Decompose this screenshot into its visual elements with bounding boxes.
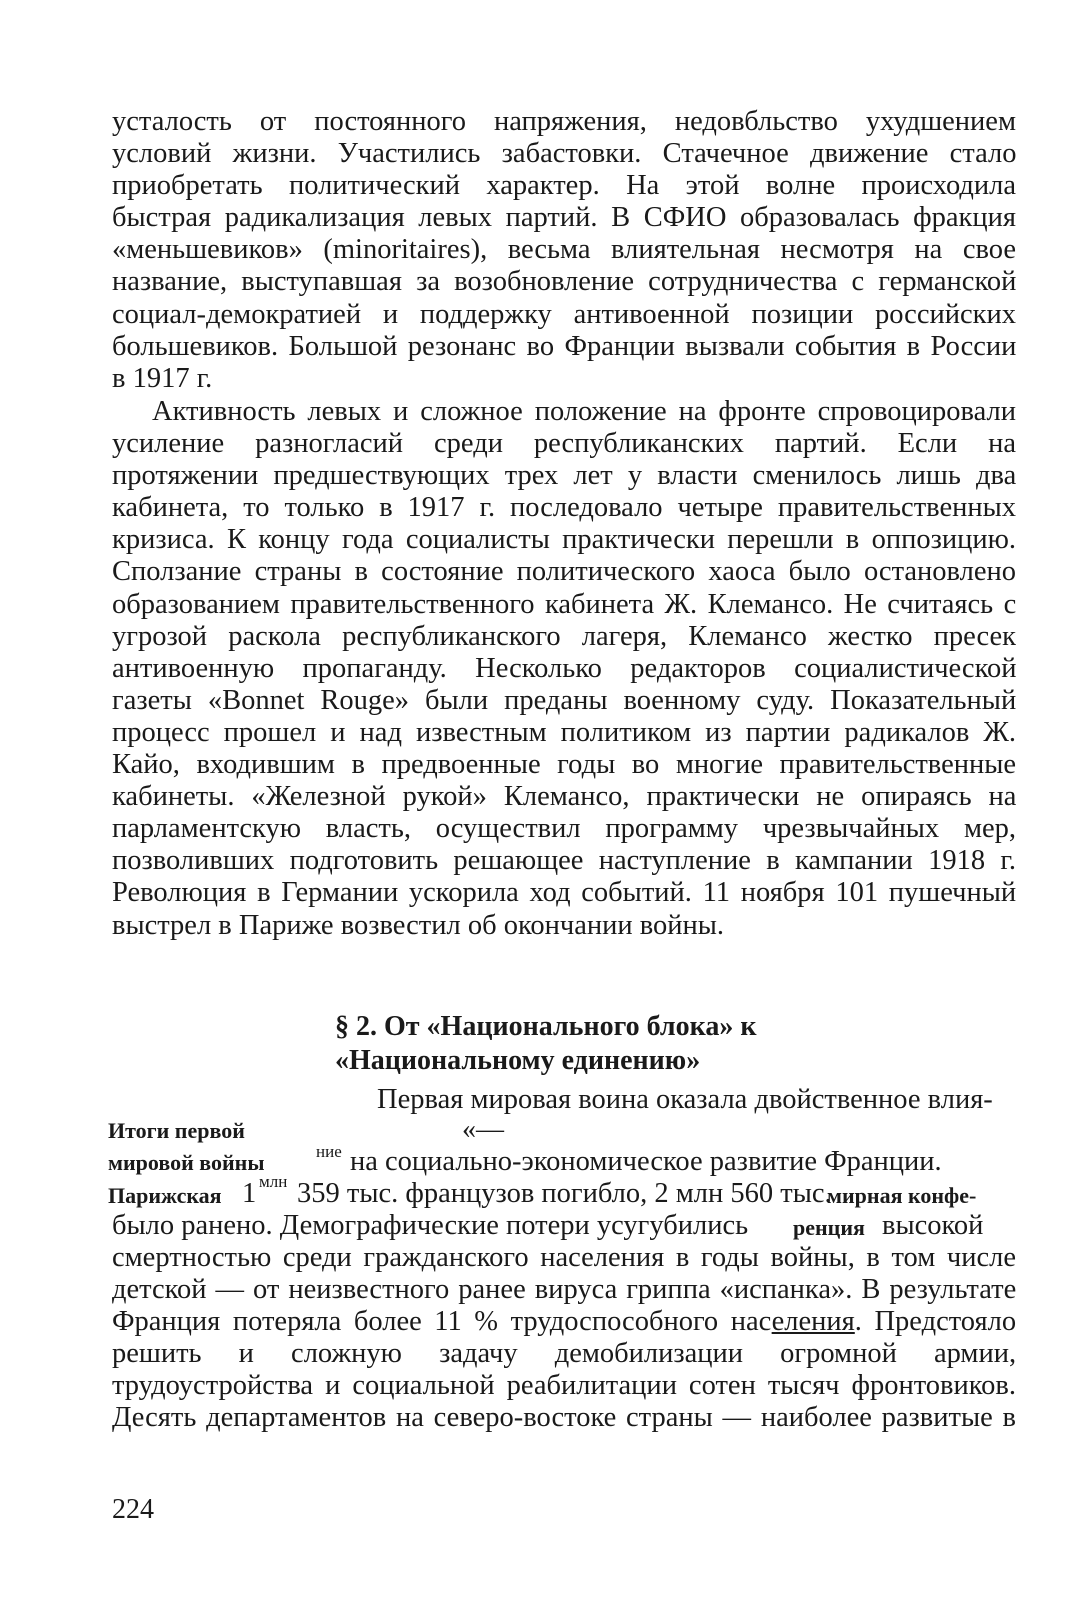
- text-line: кризиса. К концу года социалисты практически перешли в оппозицию.: [112, 524, 1016, 556]
- text-line: решить и сложную задачу демобилизации огромной армии,: [112, 1338, 1017, 1370]
- text-line: [112, 1306, 1016, 1338]
- paragraph-2: [112, 396, 1016, 942]
- section-heading-line-2: «Национальному единению»: [335, 1045, 701, 1076]
- text-line: усиление разногласий среди республиканских партий. Если на: [112, 428, 1017, 460]
- section-text-line-3: 359 тыс. французов погибло, 2 млн 560 тыс.: [297, 1178, 832, 1209]
- text-line: процесс прошел и над известным политиком из партии радикалов Ж.: [112, 716, 1016, 748]
- text-line: образованием правительственного кабинета Ж. Клемансо. Не считаясь с: [112, 588, 1017, 620]
- margin-note-paris-2: мирная конфе-: [827, 1183, 977, 1208]
- margin-note-results-title-1: Итоги первой: [108, 1118, 245, 1143]
- text-line: парламентскую власть, осуществил программу чрезвычайных мер,: [112, 813, 1016, 845]
- section-text-line-1: Первая мировая воина оказала двойственное влия-: [377, 1084, 993, 1115]
- text-line: социал-демократией и поддержку антивоенной позиции российских: [112, 298, 1016, 330]
- text-line: Кайо, входившим в предвоенные годы во многие правительственные: [112, 749, 1017, 781]
- section-text-line-4a: было ранено. Демографические потери усугубились: [112, 1210, 749, 1241]
- text-line: позволивших подготовить решающее наступление в кампании 1918 г.: [112, 845, 1016, 877]
- page-number: 224: [112, 1494, 154, 1525]
- section-heading-line-1: § 2. От «Национального блока» к: [335, 1011, 757, 1042]
- text-line: условий жизни. Участились забастовки. Стачечное движение стало: [112, 138, 1017, 170]
- text-line: кабинеты. «Железной рукой» Клемансо, практически не опираясь на: [112, 781, 1017, 813]
- paragraph-1: [112, 106, 1016, 395]
- text-line: трудоустройства и социальной реабилитации сотен тысяч фронтовиков.: [112, 1370, 1016, 1402]
- text-line: в 1917 г.: [112, 362, 213, 394]
- text-line: Революция в Германии ускорила ход событий. 11 ноября 101 пушечный: [112, 877, 1017, 909]
- text-line: большевиков. Большой резонанс во Франции вызвали события в России: [112, 330, 1017, 362]
- text-line: усталость от постоянного напряжения, недовбльство ухудшением: [112, 106, 1016, 137]
- text-line: смертностью среди гражданского населения в годы войны, в том числе: [112, 1242, 1016, 1273]
- text-line: «меньшевиков» (minoritaires), весьма влиятельная несмотря на свое: [112, 234, 1016, 266]
- underlined-fragment: еления: [771, 1306, 855, 1338]
- section-text-line-4b: высокой: [882, 1210, 984, 1241]
- text-line: быстрая радикализация левых партий. В СФИО образовалась фракция: [112, 202, 1016, 234]
- section-text-line-2: на социально-экономическое развитие Франции.: [350, 1146, 942, 1177]
- superscript-mln: млн: [259, 1172, 288, 1191]
- text-line: Десять департаментов на северо-востоке страны — наиболее развитые в: [112, 1402, 1016, 1434]
- text-line: кабинета, то только в 1917 г. последовало четыре правительственных: [112, 492, 1016, 524]
- text-fragment: Франция потеряла более 11 % трудоспособного нас: [112, 1306, 772, 1338]
- text-line: выстрел в Париже возвестил об окончании войны.: [112, 909, 725, 941]
- superscript-nie: ние: [316, 1142, 342, 1161]
- margin-note-paris-1: Парижская: [108, 1183, 222, 1208]
- margin-note-paris-3: ренция: [793, 1215, 865, 1240]
- text-line: Сползание страны в состояние политического хаоса было остановлено: [112, 556, 1016, 588]
- text-line: приобретать политический характер. На этой волне происходила: [112, 170, 1016, 202]
- margin-note-results-title-2: мировой войны: [108, 1150, 265, 1175]
- text-line: Активность левых и сложное положение на фронте спровоцировали: [152, 396, 1016, 427]
- text-fragment: . Предстояло: [854, 1306, 1017, 1338]
- arrow-icon: «—: [462, 1114, 504, 1145]
- text-line: газеты «Bonnet Rouge» были преданы военному суду. Показательный: [112, 684, 1017, 716]
- text-line: детской — от неизвестного ранее вируса гриппа «испанка». В результате: [112, 1274, 1017, 1306]
- text-line: угрозой раскола республиканского лагеря, Клемансо жестко пресек: [112, 620, 1016, 652]
- text-line: протяжении предшествующих трех лет у власти сменилось лишь два: [112, 460, 1017, 492]
- text-line: название, выступавшая за возобновление сотрудничества с германской: [112, 266, 1017, 298]
- text-line: антивоенную пропаганду. Несколько редакторов социалистической: [112, 652, 1017, 684]
- section-heading: [335, 1010, 756, 1078]
- section-text-line-3-number: 1: [242, 1178, 257, 1209]
- section-text-body: [112, 1242, 1016, 1435]
